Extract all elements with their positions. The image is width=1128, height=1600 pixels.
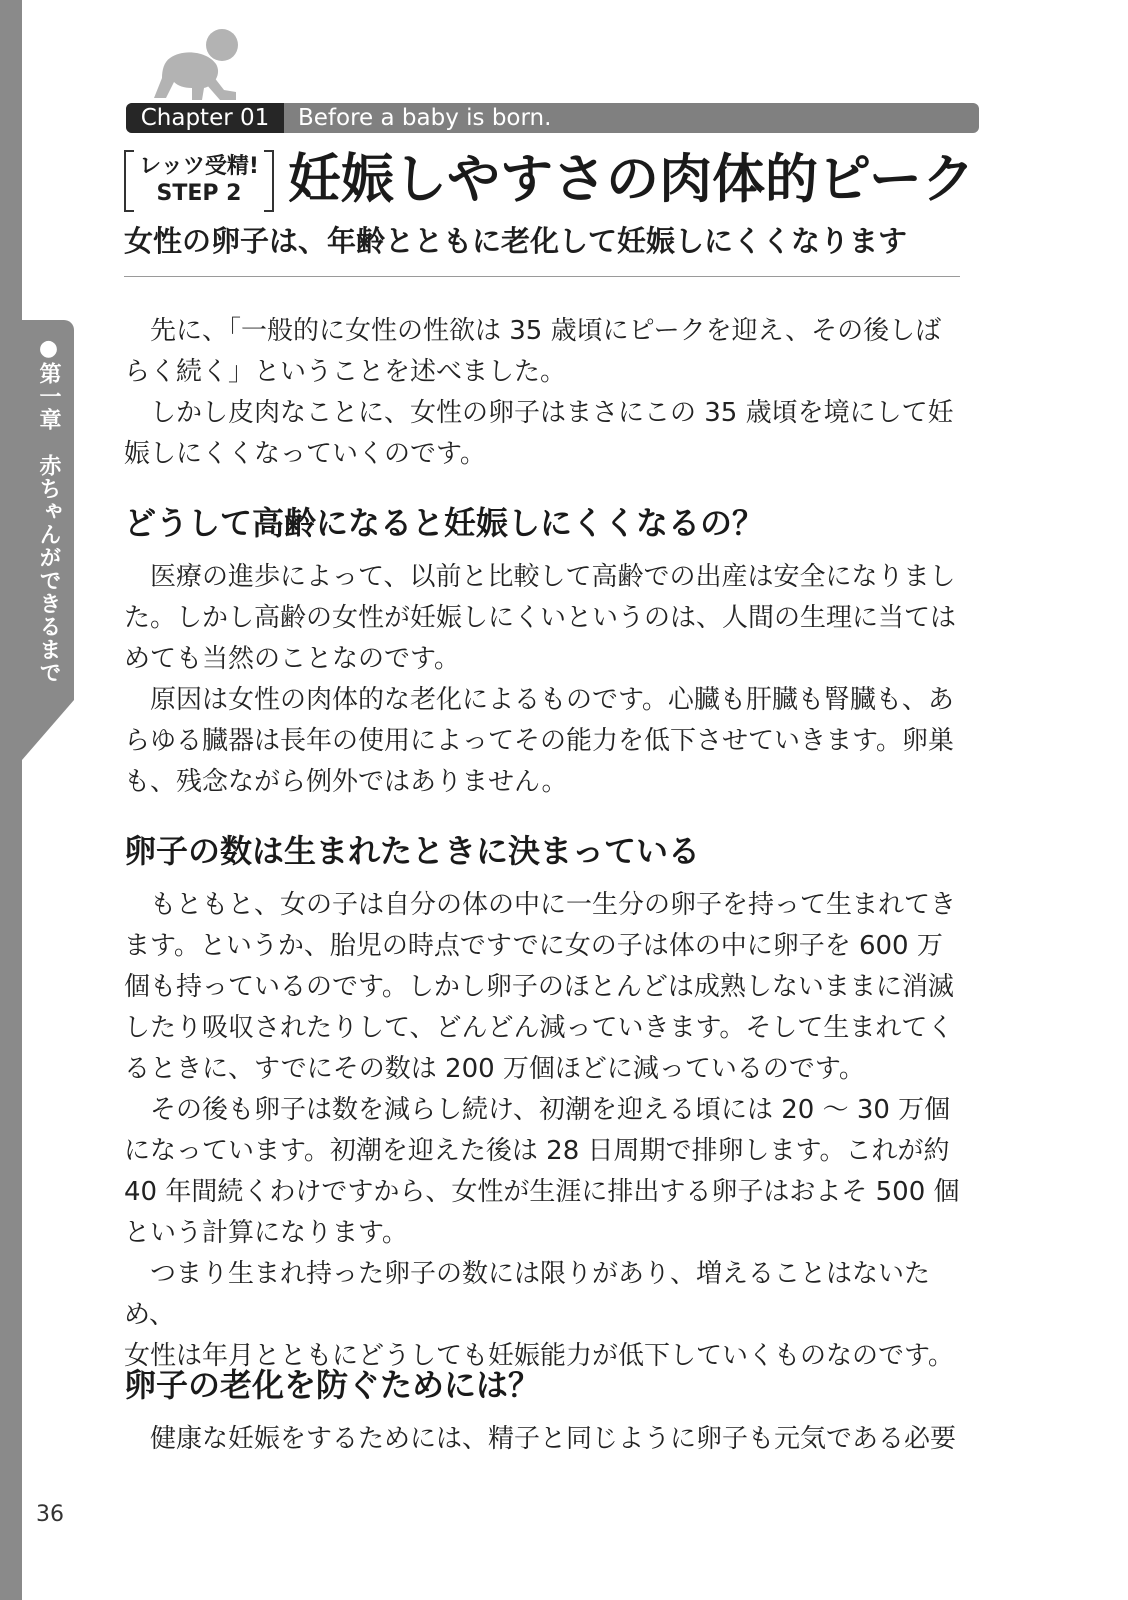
step-badge-line2: STEP 2 <box>156 181 242 206</box>
section-heading-3: 卵子の老化を防ぐためには？ <box>124 1366 541 1404</box>
section-heading-2: 卵子の数は生まれたときに決まっている <box>124 832 701 870</box>
paragraph-6: その後も卵子は数を減らし続け、初潮を迎える頃には 20 ～ 30 万個 になっています。初潮を迎えた後は 28 日周期で排卵します。これが約 40 年間続くわけですから、女性が生涯に排出する卵子はおよそ 500 個 という計算になります。 <box>124 1095 960 1248</box>
section-heading-1: どうして高齢になると妊娠しにくくなるの？ <box>124 504 765 542</box>
crawling-baby-icon <box>150 28 246 102</box>
paragraph-1: 先に、「一般的に女性の性欲は 35 歳頃にピークを迎え、その後しば らく続く」ということを述べました。 <box>124 316 942 387</box>
title-divider <box>124 276 960 277</box>
page-title: 妊娠しやすさの肉体的ピーク <box>288 149 975 210</box>
step-badge-line1: レッツ受精! <box>139 154 259 179</box>
paragraph-2: しかし皮肉なことに、女性の卵子はまさにこの 35 歳頃を境にして妊 娠しにくくなっていくのです。 <box>124 398 954 469</box>
paragraph-4: 原因は女性の肉体的な老化によるものです。心臓も肝臓も腎臓も、あ らゆる臓器は長年の使用によってその能力を低下させていきます。卵巣 も、残念ながら例外ではありません。 <box>124 685 954 797</box>
page-subtitle: 女性の卵子は、年齢とともに老化して妊娠しにくくなります <box>124 224 908 258</box>
step-badge <box>124 150 274 212</box>
paragraph-5: もともと、女の子は自分の体の中に一生分の卵子を持って生まれてき ます。というか、胎児の時点ですでに女の子は体の中に卵子を 600 万 個も持っているのです。しかし卵子のほとんどは成熟しないままに消滅 したり吸収されたりして、どんどん減っていきます。そして生まれてく るときに、すでにその数は 200 万個ほどに減っているのです。 <box>124 890 957 1084</box>
left-edge-bar <box>0 0 22 1600</box>
chapter-subtitle: Before a baby is born. <box>298 105 552 131</box>
paragraph-7: つまり生まれ持った卵子の数には限りがあり、増えることはないため、 女性は年月とともにどうしても妊娠能力が低下していくものなのです。 <box>124 1259 954 1371</box>
chapter-side-tab-label: ●第一章 赤ちゃんができるまで <box>36 336 61 684</box>
chapter-label: Chapter 01 <box>126 103 284 133</box>
paragraph-8: 健康な妊娠をするためには、精子と同じように卵子も元気である必要 <box>124 1424 957 1454</box>
chapter-bar <box>126 103 979 133</box>
page-number: 36 <box>36 1502 64 1527</box>
paragraph-3: 医療の進歩によって、以前と比較して高齢での出産は安全になりまし た。しかし高齢の女性が妊娠しにくいというのは、人間の生理に当ては めても当然のことなのです。 <box>124 562 957 674</box>
